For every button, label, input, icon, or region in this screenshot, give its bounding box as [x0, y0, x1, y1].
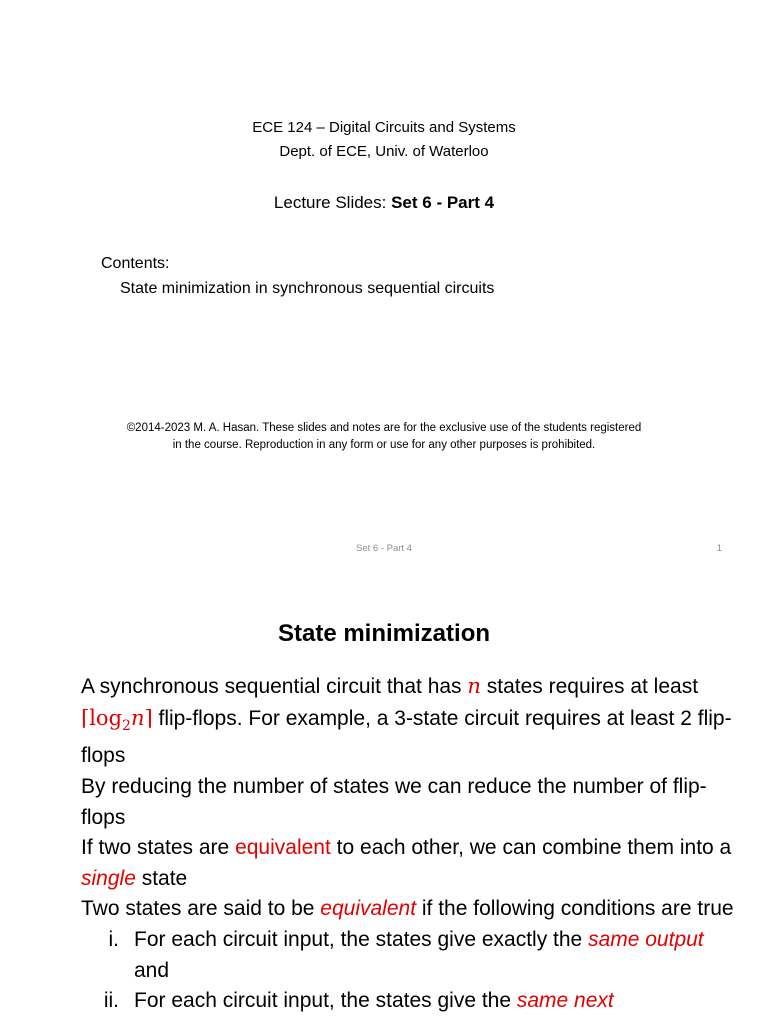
- text-run: For each circuit input, the states give the: [134, 989, 517, 1013]
- slide-page-number: 1: [716, 543, 722, 554]
- text-run: to each other, we can combine them into a: [330, 836, 732, 860]
- paragraph-reduce-states: By reducing the number of states we can reduce the number of flip-flops: [81, 774, 707, 829]
- lecture-set: Set 6 - Part 4: [391, 193, 495, 212]
- department-line: Dept. of ECE, Univ. of Waterloo: [279, 143, 489, 160]
- ceil-close: ⌉: [144, 705, 153, 730]
- list-item-same-output: [81, 925, 741, 986]
- slide-heading: State minimization: [277, 620, 491, 647]
- math-ceil-log: [81, 705, 153, 734]
- log-symbol: log: [89, 705, 123, 730]
- emphasis-equivalent-italic: equivalent: [320, 897, 417, 921]
- text-run: if the following conditions are true: [416, 897, 734, 921]
- text-run: and: [134, 958, 170, 982]
- copyright-notice: [60, 420, 708, 454]
- text-run: A synchronous sequential circuit that has: [81, 675, 468, 698]
- slide-footer-label: Set 6 - Part 4: [356, 543, 412, 554]
- text-run: If two states are: [81, 836, 236, 860]
- text-run: For each circuit input, the states give exactly the: [134, 927, 589, 951]
- contents-label: Contents:: [101, 255, 170, 272]
- list-item-same-next: [81, 986, 741, 1017]
- emphasis-equivalent: equivalent: [235, 836, 331, 860]
- slide-body: [81, 671, 741, 1017]
- emphasis-same-output: same output: [588, 927, 704, 951]
- text-run: flip-flops. For example, a 3-state circuit requires at least 2 flip-flops: [81, 706, 732, 768]
- text-run: states requires at least: [480, 675, 699, 698]
- copyright-line-1: ©2014-2023 M. A. Hasan. These slides and notes are for the exclusive use of the students registered: [126, 422, 642, 434]
- paragraph-equivalent-combine: [81, 833, 741, 894]
- ceil-variable: n: [130, 705, 145, 730]
- list-marker: i.: [108, 927, 119, 951]
- paragraph-equivalent-definition: [81, 894, 741, 925]
- emphasis-same-next: same next: [516, 989, 614, 1013]
- math-variable-n: n: [467, 674, 481, 698]
- log-base: 2: [122, 717, 131, 734]
- lecture-title: [0, 193, 768, 213]
- paragraph-flip-flops: [81, 671, 741, 772]
- ceil-open: ⌈: [81, 705, 90, 730]
- slide-2: [0, 576, 768, 1024]
- list-marker: ii.: [103, 989, 119, 1013]
- emphasis-single: single: [81, 866, 136, 890]
- copyright-line-2: in the course. Reproduction in any form or use for any other purposes is prohibited.: [172, 439, 596, 451]
- contents-item: State minimization in synchronous sequential circuits: [120, 280, 495, 297]
- lecture-prefix: Lecture Slides:: [273, 193, 392, 212]
- text-run: Two states are said to be: [81, 897, 321, 921]
- text-run: state: [135, 866, 188, 890]
- course-title: ECE 124 – Digital Circuits and Systems: [252, 119, 516, 136]
